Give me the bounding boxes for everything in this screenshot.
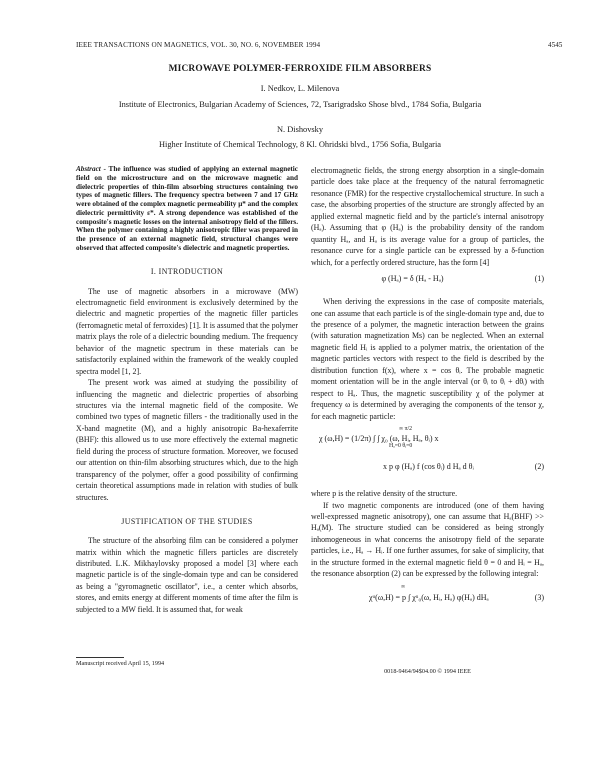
journal-header: IEEE TRANSACTIONS ON MAGNETICS, VOL. 30, NO. 6, NOVEMBER 1994 [76, 41, 321, 49]
intro-paragraph-1: The use of magnetic absorbers in a microwave (MW) electromagnetic field environment is exclusively determined by the dielectric and magnetic properties of the magnetic filler particles (ferromagnetic metal of ferroxides) [1]. It is assumed that the polymer matrix plays the role of a dielectric bounding medium. The frequency behavior of the magnetic spectrum in these materials can be satisfactorily explained within the framework of the weakly coupled spectra model [1, 2]. [76, 286, 298, 376]
affiliation-1: Institute of Electronics, Bulgarian Academy of Sciences, 72, Tsarigradsko Shose blvd., 1784 Sofia, Bulgaria [118, 100, 482, 109]
footnote-rule [76, 657, 124, 658]
right-paragraph-1: electromagnetic fields, the strong energy absorption in a single-domain particle does take place at the frequency of the natural ferromagnetic resonance (FMR) for the respective crystallochemical structure. In such a case, the absorbing properties of the structure are strongly affected by an applied external magnetic field and by the particle's internal anisotropy (Hₐ). Assuming that φ (Hₐ) is the probability density of the random quantity Hₐ, and Hₐ is its average value for a group of particles, the resonance curve for a single particle can be expressed by a δ-function which, for a perfectly ordered structure, has the form [4] [311, 166, 544, 267]
equation-2-lower-limits: Hₐ=0 θᵢ=0 [389, 443, 413, 450]
abstract [76, 165, 298, 253]
justification-paragraph-1: The structure of the absorbing film can be considered a polymer matrix within which the magnetic fillers particles are discretely distributed. L.K. Mikhaylovsky proposed a model [3] where each magnetic particle is of the single-domain type and can be considered as being a "gyromagnetic oscillator", i.e., a center which absorbs, stores, and emits energy at different moments of time after the film is subjected to a MW field. It is assumed that, for weak [76, 536, 298, 614]
equation-3-limit: ∞ [401, 583, 406, 590]
equation-3-number: (3) [534, 592, 544, 602]
equation-1-body: φ (Hₐ) = δ (Hₐ - Hₐ) [381, 274, 444, 284]
equation-1-number: (1) [534, 274, 544, 284]
section-heading-introduction: I. INTRODUCTION [150, 266, 224, 276]
right-paragraph-3: where p is the relative density of the structure. [311, 489, 458, 499]
page-number: 4545 [548, 41, 563, 49]
footnote: Manuscript received April 15, 1994 [76, 660, 165, 667]
equation-2 [311, 426, 544, 488]
copyright-line: 0018-9464/94$04.00 © 1994 IEEE [384, 668, 471, 675]
section-heading-justification: JUSTIFICATION OF THE STUDIES [121, 517, 253, 527]
authors: I. Nedkov, L. Milenova [260, 84, 340, 93]
author-2: N. Dishovsky [276, 125, 324, 134]
abstract-label: Abstract [76, 165, 101, 173]
right-paragraph-4: If two magnetic components are introduced (one of them having well-expressed magnetic anisotropy), one can assume that Hₐ(BHF) >> Hₐ(M). The structure studied can be considered as being strongly inhomogeneous in what concerns the anisotropy field of the separate particles, i.e., Hₐ → Hᵢ. If one further assumes, for sake of simplicity, that in the structure formed in the external magnetic field θ = 0 and Hᵢ = Hₐ, the resonance absorption (2) can be expressed by the following integral: [311, 500, 544, 579]
abstract-text: - The influence was studied of applying an external magnetic field on the microstructure and on the microwave magnetic and dielectric properties of thin-film absorbing structures containing two types of magnetic fillers. The frequency spectra between 7 and 17 GHz were obtained of the complex magnetic permeability μ* and the complex dielectric permittivity ε*. A strong dependence was established of the composite's magnetic losses on the internal anisotropy field of the fillers. When the polymer containing a highly anisotropic filler was prepared in the presence of an external magnetic field, structural changes were observed that affected composite's dielectric and magnetic properties. [76, 165, 298, 252]
affiliation-2: Higher Institute of Chemical Technology, 8 Kl. Ohridski blvd., 1756 Sofia, Bulgaria [158, 140, 442, 149]
equation-2-number: (2) [534, 462, 544, 472]
equation-2-line-2: x p φ (Hₐ) f (cos θᵢ) d Hₐ d θᵢ [383, 462, 474, 472]
left-column [76, 165, 298, 615]
equation-1 [311, 274, 544, 288]
equation-3 [311, 584, 544, 612]
equation-2-line-1: χ (ω,H) = (1/2π) ∫ ∫ χ₀ (ω, Hᵢ, Hₐ, θᵢ) x [319, 434, 439, 444]
intro-paragraph-2: The present work was aimed at studying the possibility of influencing the magnetic and dielectric properties of absorbing structures via the internal magnetic field of the composite. We combined two types of magnetic fillers - the traditionally used in the X-band magnetite (M), and a highly anisotropic Ba-hexaferrite (BHF): this allowed us to use more effectively the external magnetic field during the process of structure formation. Moreover, we focused our attention on thin-film absorbing structures which, due to the high transparency of the polymer, offer a good possibility of confirming certain theoretical assumptions made in relation with studies of bulk structures. [76, 378, 298, 502]
equation-3-body: χᵘ(ω,H) = p ∫ χᵘ₀(ω, Hᵢ, Hₐ) φ(Hₐ) dHₐ [369, 592, 489, 602]
right-paragraph-2: When deriving the expressions in the case of composite materials, one can assume that each particle is of the single-domain type and, due to the presence of a polymer, the magnetic interaction between the grains (with saturation magnetization Ms) can be neglected. When an external magnetic field Hᵢ is applied to a polymer matrix, the orientation of the magnetic particles vectors with respect to the field is described by the distribution function f(x), where x = cos θᵢ. The probable magnetic moment orientation will be in the angle interval (or θᵢ to θᵢ + dθᵢ) with respect to Hₐ. Thus, the magnetic susceptibility χ of the polymer at frequency ω is determined by averaging the components of the tensor χ, for each magnetic particle: [311, 297, 544, 421]
right-column [311, 165, 544, 612]
paper-title: MICROWAVE POLYMER-FERROXIDE FILM ABSORBERS [168, 64, 432, 74]
equation-2-limits: ∞ π/2 [399, 426, 413, 433]
